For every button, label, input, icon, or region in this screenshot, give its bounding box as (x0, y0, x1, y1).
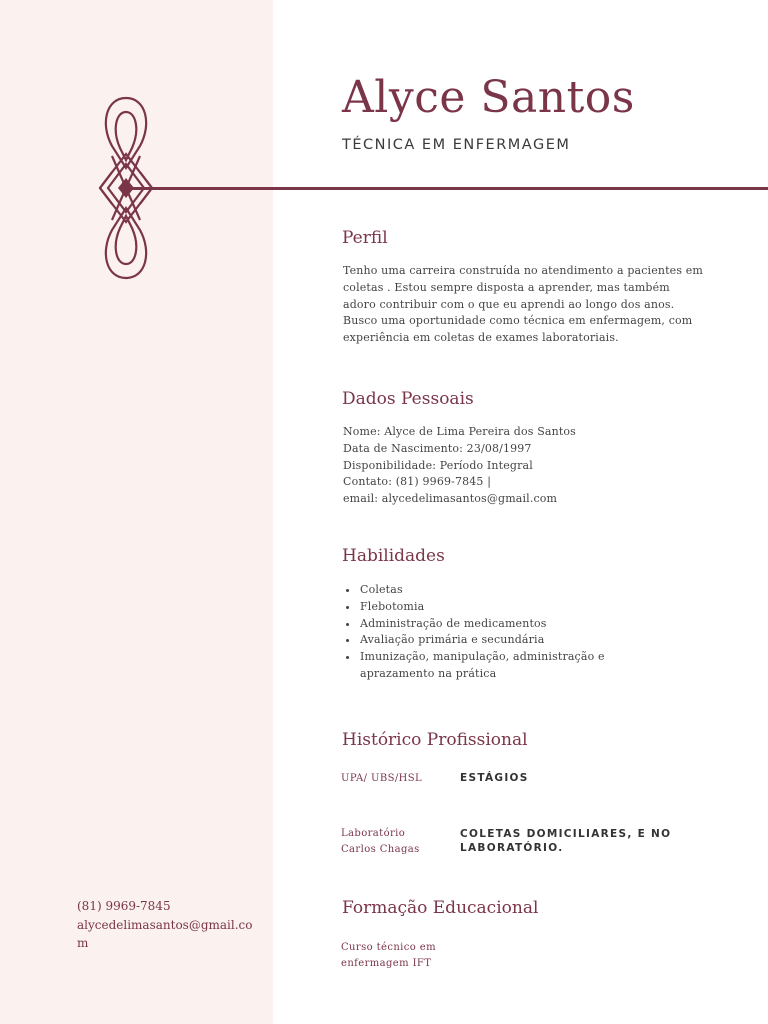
personal-availability: Disponibilidade: Período Integral (343, 458, 533, 472)
skill-item: Flebotomia (343, 599, 673, 616)
job-title: TÉCNICA EM ENFERMAGEM (342, 137, 571, 153)
sidebar-phone: (81) 9969-7845 (77, 899, 171, 913)
personal-data-block (343, 424, 703, 508)
skill-item: Coletas (343, 582, 673, 599)
history-description: ESTÁGIOS (460, 772, 529, 784)
personal-contact: Contato: (81) 9969-7845 | (343, 475, 492, 489)
education-heading: Formação Educacional (342, 898, 539, 918)
skills-list (343, 582, 673, 683)
profile-heading: Perfil (342, 228, 388, 248)
personal-name: Nome: Alyce de Lima Pereira dos Santos (343, 425, 576, 438)
personal-data-heading: Dados Pessoais (342, 389, 474, 409)
personal-email: email: alycedelimasantos@gmail.com (343, 492, 558, 506)
candidate-name: Alyce Santos (342, 72, 635, 123)
history-description: COLETAS DOMICILIARES, E NO LABORATÓRIO. (460, 828, 672, 854)
history-place: Laboratório Carlos Chagas (341, 828, 420, 855)
history-place: UPA/ UBS/HSL (341, 773, 423, 784)
skill-item: Imunização, manipulação, administração e aprazamento na prática (343, 649, 673, 683)
history-heading: Histórico Profissional (342, 730, 528, 750)
personal-birthdate: Data de Nascimento: 23/08/1997 (343, 441, 532, 455)
sidebar-email: alycedelimasantos@gmail.com (77, 918, 253, 950)
skills-heading: Habilidades (342, 546, 445, 566)
profile-text: Tenho uma carreira construída no atendimento a pacientes em coletas . Estou sempre disposta a aprender, mas também adoro contribuir com o que eu aprendi ao longo dos anos. Busco uma oportunidade como técnica em enfermagem, com experiência em coletas de exames laboratoriais. (343, 264, 704, 345)
skill-item: Avaliação primária e secundária (343, 632, 673, 649)
education-course: Curso técnico em enfermagem IFT (341, 942, 436, 969)
skill-item: Administração de medicamentos (343, 616, 673, 633)
header-divider (128, 187, 768, 190)
